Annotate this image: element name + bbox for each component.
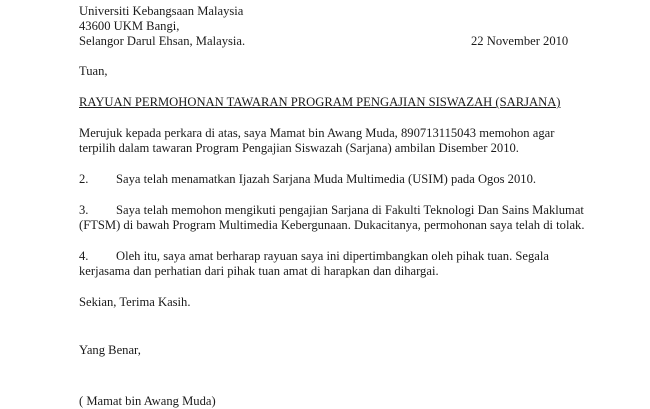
- paragraph-4-line-1: Oleh itu, saya amat berharap rayuan saya ini dipertimbangkan oleh pihak tuan. Segala: [116, 249, 549, 263]
- address-line-3: Selangor Darul Ehsan, Malaysia.: [79, 34, 246, 48]
- closing-text: Sekian, Terima Kasih.: [79, 295, 191, 309]
- letter-subject: RAYUAN PERMOHONAN TAWARAN PROGRAM PENGAJIAN SISWAZAH (SARJANA): [79, 95, 561, 109]
- paragraph-3-line-2: (FTSM) di bawah Program Multimedia Kebergunaan. Dukacitanya, permohonan saya telah di tolak.: [79, 218, 585, 232]
- letter-date: 22 November 2010: [471, 34, 569, 48]
- address-line-2: 43600 UKM Bangi,: [79, 19, 180, 33]
- paragraph-4-number: 4.: [79, 249, 89, 263]
- address-line-1: Universiti Kebangsaan Malaysia: [79, 4, 244, 18]
- paragraph-4-line-2: kerjasama dan perhatian dari pihak tuan amat di harapkan dan dihargai.: [79, 264, 439, 278]
- intro-line-2: terpilih dalam tawaran Program Pengajian Siswazah (Sarjana) ambilan Disember 2010.: [79, 141, 519, 155]
- intro-line-1: Merujuk kepada perkara di atas, saya Mamat bin Awang Muda, 890713115043 memohon agar: [79, 126, 555, 140]
- paragraph-3-number: 3.: [79, 203, 89, 217]
- paragraph-3-line-1: Saya telah memohon mengikuti pengajian Sarjana di Fakulti Teknologi Dan Sains Maklumat: [116, 203, 584, 217]
- sign-off: Yang Benar,: [79, 343, 141, 357]
- salutation: Tuan,: [79, 64, 108, 78]
- signature-name: ( Mamat bin Awang Muda): [79, 394, 216, 408]
- paragraph-2-number: 2.: [79, 172, 89, 186]
- paragraph-2-text: Saya telah menamatkan Ijazah Sarjana Muda Multimedia (USIM) pada Ogos 2010.: [116, 172, 537, 186]
